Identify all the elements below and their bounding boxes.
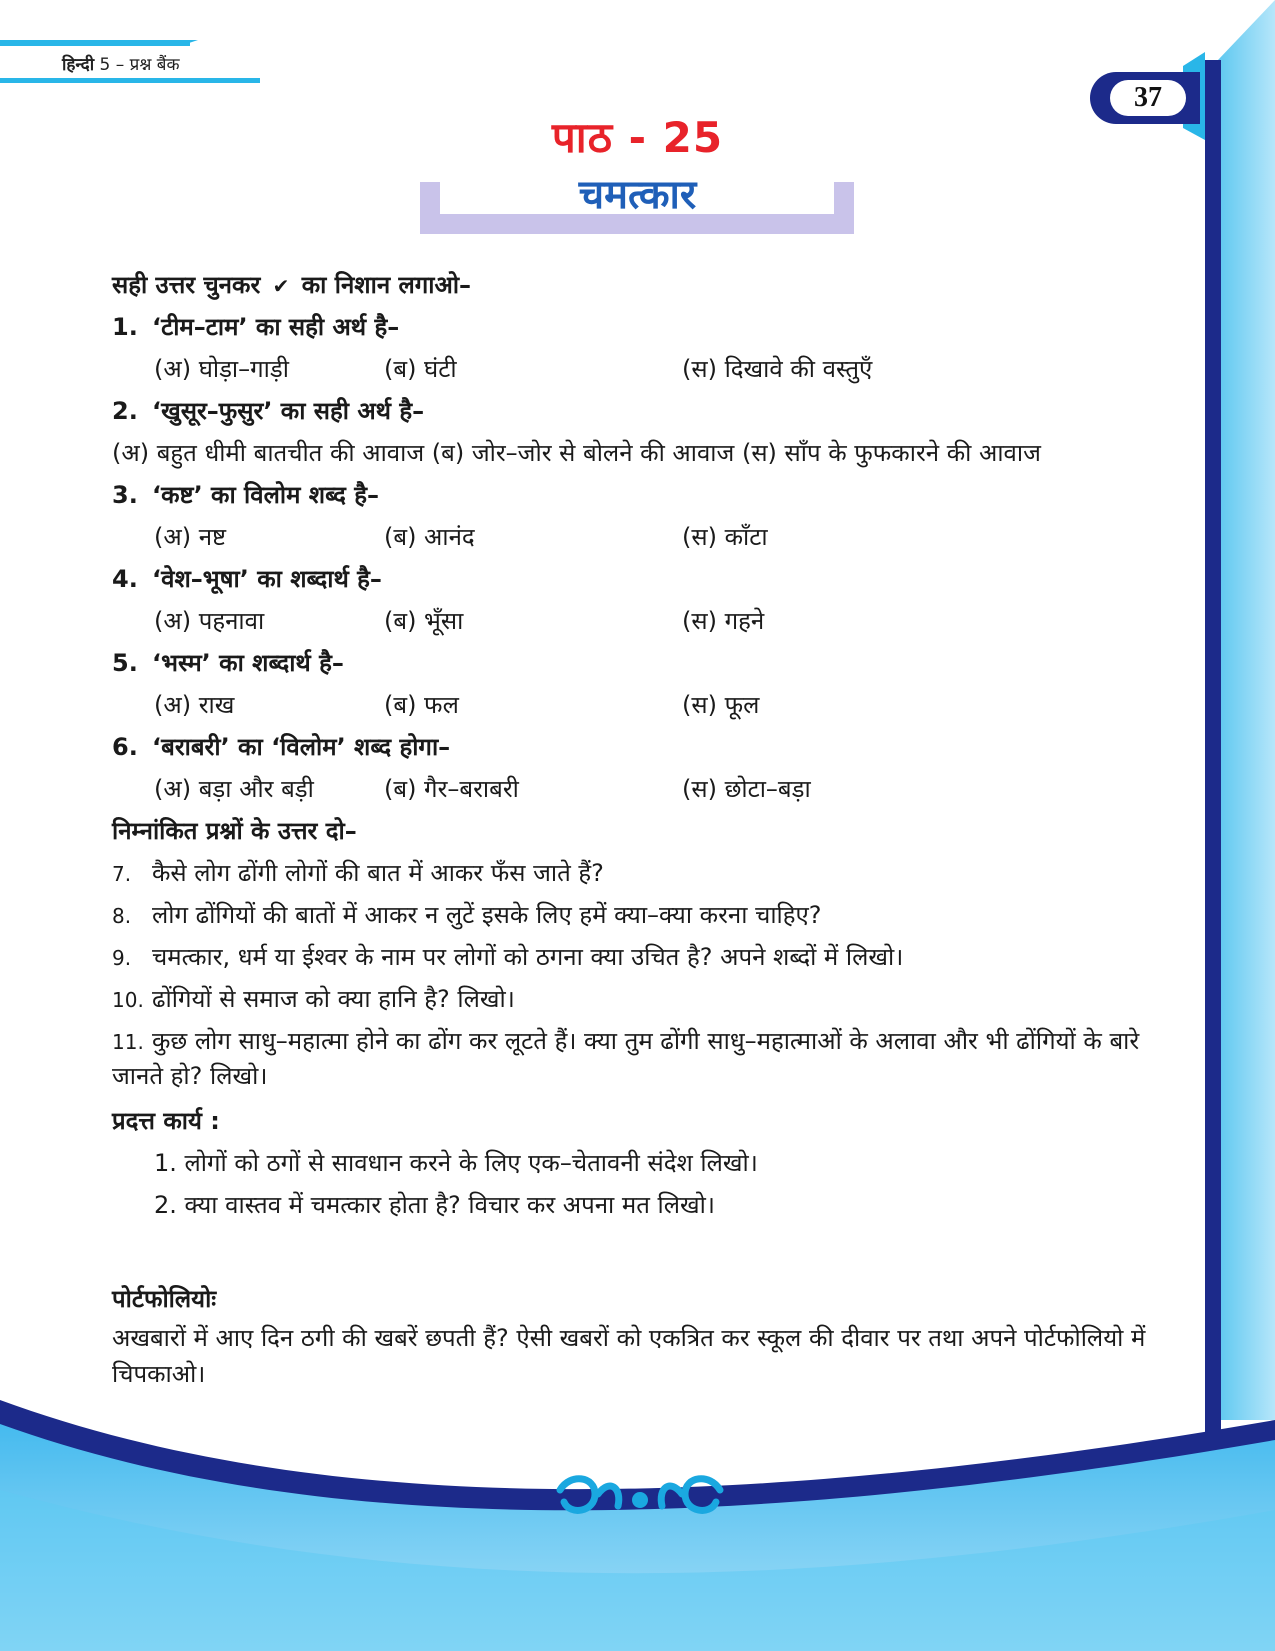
mcq-question: 5. ‘भस्म’ का शब्दार्थ है–: [112, 649, 344, 677]
question-item: 7. कैसे लोग ढोंगी लोगों की बात में आकर फँस जाते हैं?: [112, 859, 604, 887]
book-title: हिन्दी: [62, 55, 95, 75]
option-b[interactable]: (ब) भूँसा: [384, 607, 464, 635]
option-b[interactable]: (ब) गैर–बराबरी: [384, 775, 519, 803]
checkmark-icon: ✔: [272, 274, 290, 298]
lesson-title: चमत्कार: [578, 172, 697, 218]
option-c[interactable]: (स) गहने: [682, 607, 765, 635]
question-item: 10. ढोंगियों से समाज को क्या हानि है? लिखो।: [112, 985, 515, 1013]
book-subtitle: 5 – प्रश्न बैंक: [99, 55, 180, 75]
page-number: 37: [1110, 80, 1186, 116]
portfolio-instructions: अखबारों में आए दिन ठगी की खबरें छपती हैं? ऐसी खबरों को एकत्रित कर स्कूल की दीवार पर तथा अपने पोर्टफोलियो में चिपकाओ।: [112, 1324, 1146, 1388]
mcq-question: 4. ‘वेश–भूषा’ का शब्दार्थ है–: [112, 565, 382, 593]
question-item: 11. कुछ लोग साधु–महात्मा होने का ढोंग कर लूटते हैं। क्या तुम ढोंगी साधु–महात्माओं के अलावा और भी ढोंगियों के बारे जानते हो? लिखो।: [112, 1027, 1140, 1090]
section-heading-short-answer: निम्नांकित प्रश्नों के उत्तर दो–: [112, 817, 357, 845]
mcq-options: [112, 600, 1172, 642]
assignment-item: 2. क्या वास्तव में चमत्कार होता है? विचार कर अपना मत लिखो।: [154, 1191, 715, 1219]
mcq-question: 3. ‘कष्ट’ का विलोम शब्द है–: [112, 481, 379, 509]
question-item: 8. लोग ढोंगियों की बातों में आकर न लुटें इसके लिए हमें क्या–क्या करना चाहिए?: [112, 901, 822, 929]
option-b[interactable]: (ब) आनंद: [384, 523, 475, 551]
mcq-options: [112, 348, 1172, 390]
option-c[interactable]: (स) छोटा–बड़ा: [682, 775, 811, 803]
option-a[interactable]: (अ) पहनावा: [154, 607, 265, 635]
option-c[interactable]: (स) फूल: [682, 691, 760, 719]
mcq-question: 6. ‘बराबरी’ का ‘विलोम’ शब्द होगा–: [112, 733, 451, 761]
option-b[interactable]: (ब) घंटी: [384, 355, 457, 383]
section-heading-assignment: प्रदत्त कार्य :: [112, 1107, 220, 1135]
mcq-options: [112, 768, 1172, 810]
section-heading-portfolio: पोर्टफोलियोः: [112, 1285, 217, 1313]
assignment-item: 1. लोगों को ठगों से सावधान करने के लिए एक–चेतावनी संदेश लिखो।: [154, 1149, 758, 1177]
section-heading-mcq: सही उत्तर चुनकर ✔ का निशान लगाओ–: [112, 264, 1172, 306]
option-a[interactable]: (अ) बड़ा और बड़ी: [154, 775, 314, 803]
option-a[interactable]: (अ) नष्ट: [154, 523, 227, 551]
mcq-options-inline[interactable]: (अ) बहुत धीमी बातचीत की आवाज (ब) जोर–जोर से बोलने की आवाज (स) साँप के फुफकारने की आवाज: [112, 439, 1041, 467]
option-c[interactable]: (स) काँटा: [682, 523, 768, 551]
mcq-question: 1. ‘टीम–टाम’ का सही अर्थ है–: [112, 313, 400, 341]
worksheet-content: [112, 264, 1172, 1392]
mcq-question: 2. ‘खुसूर–फुसुर’ का सही अर्थ है–: [112, 397, 425, 425]
lesson-number: पाठ - 25: [551, 113, 724, 162]
question-item: 9. चमत्कार, धर्म या ईश्वर के नाम पर लोगों को ठगना क्या उचित है? अपने शब्दों में लिखो।: [112, 943, 904, 971]
option-c[interactable]: (स) दिखावे की वस्तुएँ: [682, 355, 873, 383]
option-a[interactable]: (अ) घोड़ा–गाड़ी: [154, 355, 289, 383]
option-b[interactable]: (ब) फल: [384, 691, 459, 719]
mcq-options: [112, 516, 1172, 558]
option-a[interactable]: (अ) राख: [154, 691, 235, 719]
ornament-icon: [540, 1468, 740, 1528]
mcq-options: [112, 684, 1172, 726]
